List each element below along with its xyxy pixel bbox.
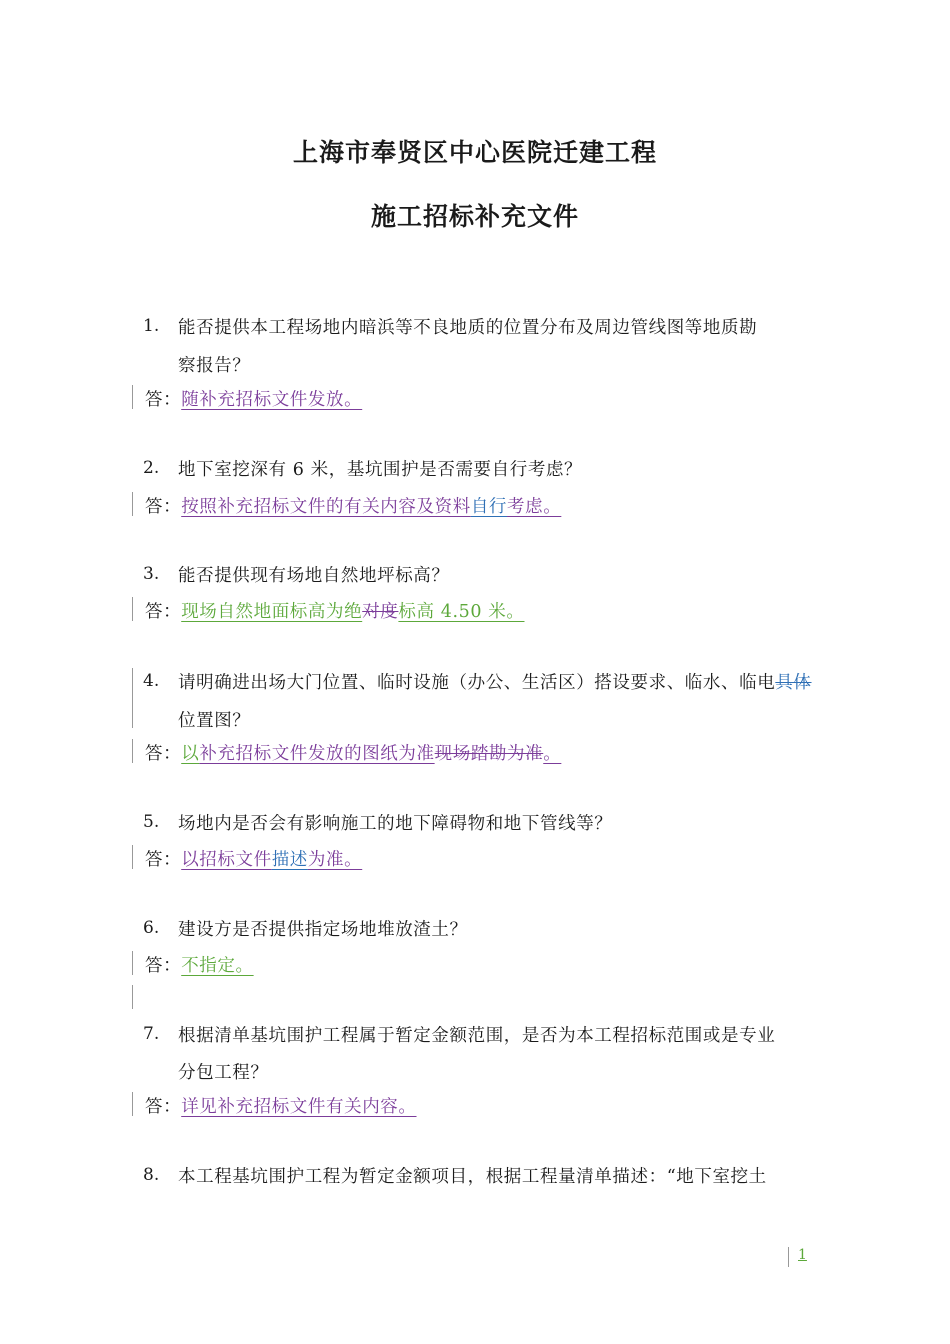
answer-text-deleted: 对度: [362, 602, 399, 622]
question-number: 4.: [143, 671, 160, 691]
answer-text-inserted: 描述: [271, 850, 308, 870]
answer-prefix: 答：: [145, 497, 182, 517]
answer-prefix: 答：: [145, 1097, 182, 1117]
question-text: 建设方是否提供指定场地堆放渣土？: [178, 920, 468, 940]
answer-prefix: 答：: [145, 956, 182, 976]
answer-text: 不指定。: [181, 956, 254, 976]
answer-text: 。: [543, 744, 562, 764]
question-text: 场地内是否会有影响施工的地下障碍物和地下管线等？: [178, 814, 613, 834]
answer-text: 现场自然地面标高为绝: [181, 602, 363, 622]
page-number: 1: [798, 1247, 807, 1263]
answer-prefix: 答：: [145, 850, 182, 870]
revision-bar: [132, 951, 133, 975]
question-text: 根据清单基坑围护工程属于暂定金额范围，是否为本工程招标范围或是专业: [178, 1026, 776, 1046]
question-text: 能否提供本工程场地内暗浜等不良地质的位置分布及周边管线图等地质勘: [178, 318, 758, 338]
revision-bar: [132, 985, 133, 1009]
answer: [145, 598, 525, 623]
question-number: 3.: [143, 564, 160, 584]
revision-bar: [132, 597, 133, 621]
answer-text-deleted: 现场踏勘为准: [434, 744, 544, 764]
question-text: 位置图？: [178, 711, 251, 731]
revision-bar: [132, 739, 133, 763]
question-text: [178, 669, 812, 694]
answer-text: 随补充招标文件发放。: [181, 390, 363, 410]
answer-text: 以招标文件: [181, 850, 272, 870]
document-title: 上海市奉贤区中心医院迁建工程: [292, 138, 657, 167]
revision-bar: [132, 492, 133, 516]
answer: [145, 740, 561, 765]
answer-prefix: 答：: [145, 744, 182, 764]
question-number: 8.: [143, 1165, 160, 1185]
question-number: 1.: [143, 316, 160, 336]
answer-text-inserted: 自行: [470, 497, 508, 517]
question-text: 本工程基坑围护工程为暂定金额项目，根据工程量清单描述：“地下室挖土: [178, 1167, 767, 1187]
question-text-deleted: 具体: [775, 673, 812, 693]
answer-text: 按照补充招标文件的有关内容及资料: [181, 497, 471, 517]
answer-text: 为准。: [307, 850, 363, 870]
revision-bar: [132, 845, 133, 869]
answer-prefix: 答：: [145, 602, 182, 622]
question-number: 2.: [143, 458, 160, 478]
answer: [145, 493, 561, 518]
answer-text: 以: [181, 744, 200, 764]
answer-text: 考虑。: [507, 497, 562, 517]
answer-text: 详见补充招标文件有关内容。: [181, 1097, 417, 1117]
question-text: 察报告？: [178, 356, 251, 376]
revision-bar: [132, 1092, 133, 1116]
question-text: 分包工程？: [178, 1063, 269, 1083]
answer-prefix: 答：: [145, 390, 182, 410]
document-subtitle: 施工招标补充文件: [370, 202, 579, 231]
question-text: 地下室挖深有 6 米，基坑围护是否需要自行考虑？: [178, 460, 583, 480]
answer: [145, 952, 254, 977]
revision-bar: [788, 1247, 789, 1267]
answer: [145, 386, 362, 411]
question-number: 5.: [143, 812, 160, 832]
answer: [145, 846, 362, 871]
revision-bar: [132, 668, 133, 728]
question-text-part: 请明确进出场大门位置、临时设施（办公、生活区）搭设要求、临水、临电: [178, 673, 776, 693]
question-number: 7.: [143, 1024, 160, 1044]
answer: [145, 1093, 417, 1118]
question-text: 能否提供现有场地自然地坪标高？: [178, 566, 450, 586]
answer-text: 标高 4.50 米。: [398, 602, 525, 622]
question-number: 6.: [143, 918, 160, 938]
revision-bar: [132, 385, 133, 409]
answer-text: 补充招标文件发放的图纸为准: [199, 744, 435, 764]
